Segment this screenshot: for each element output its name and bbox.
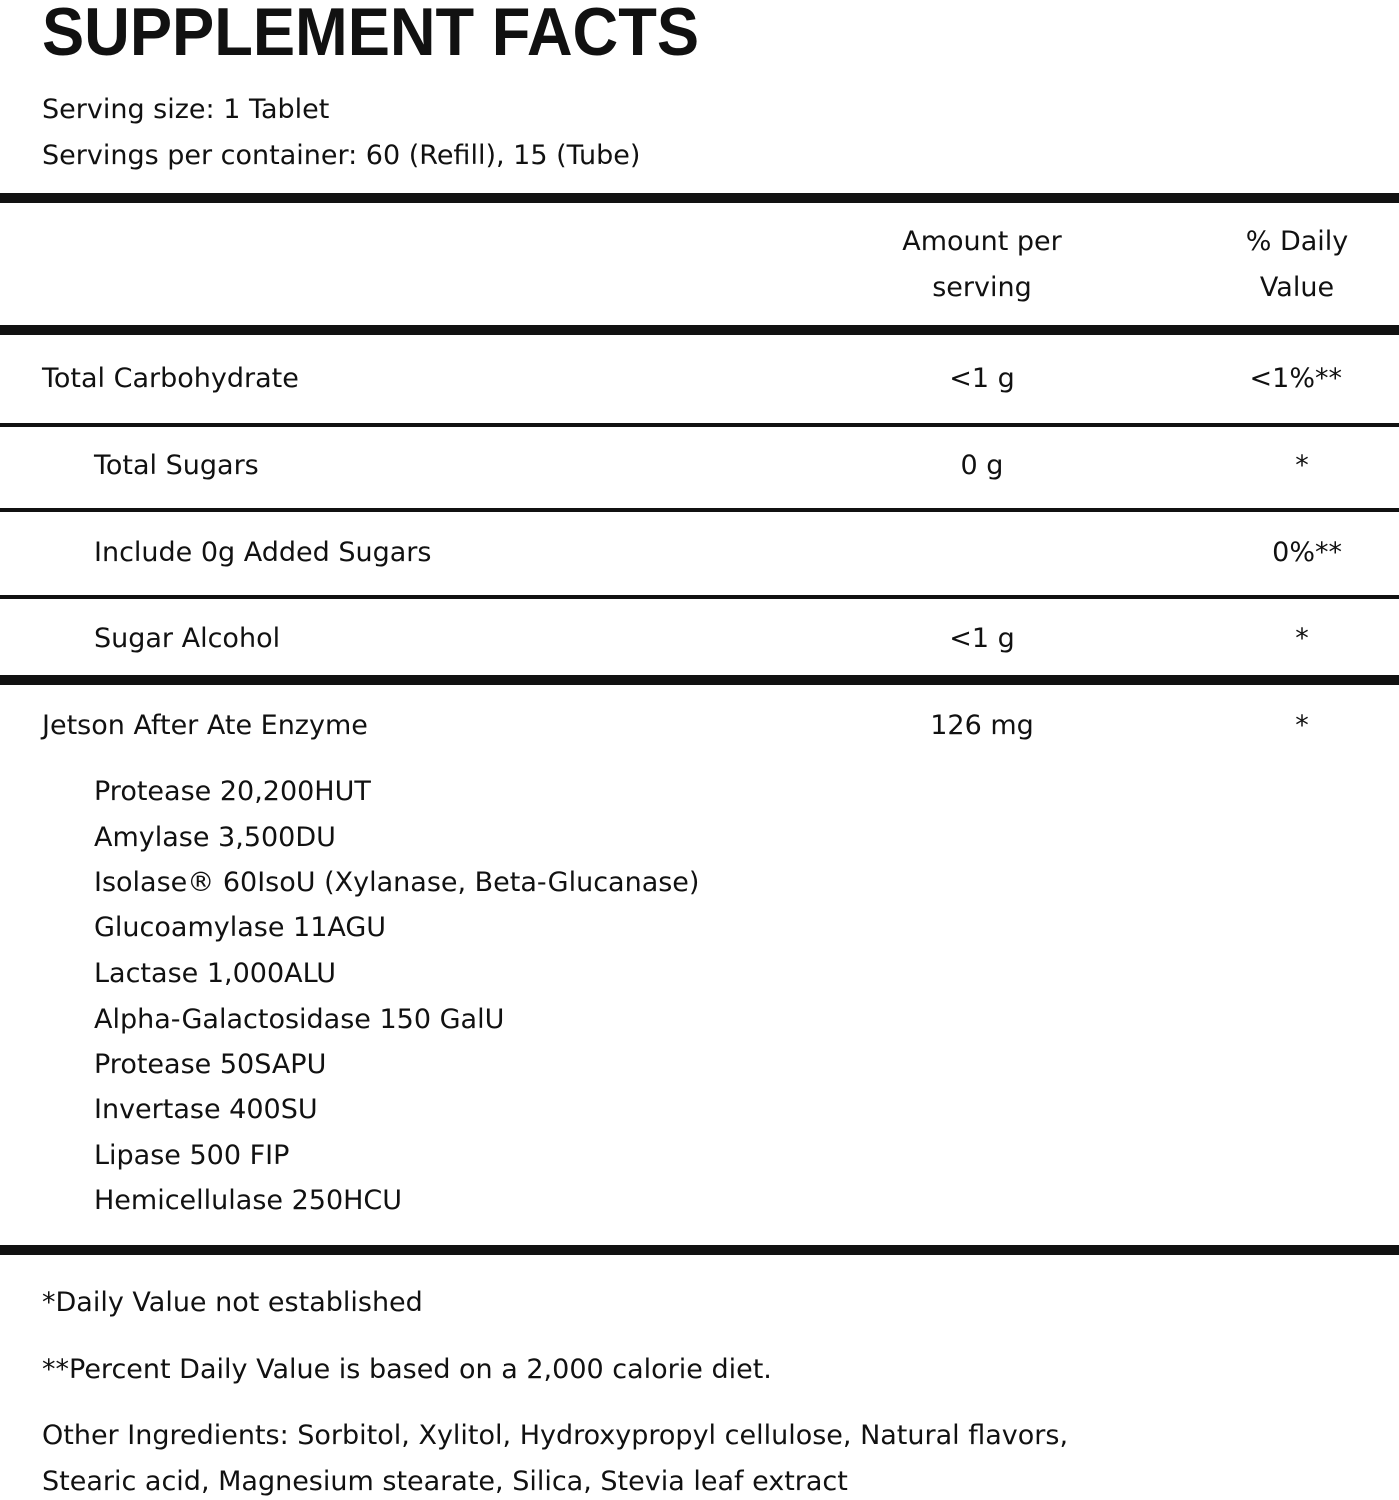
nutrient-name: Total Carbohydrate xyxy=(42,363,299,394)
other-ingredients-line1: Other Ingredients: Sorbitol, Xylitol, Hydroxypropyl cellulose, Natural flavors, xyxy=(42,1420,1069,1451)
blend-daily-value: * xyxy=(1295,710,1309,741)
amount-header-line2: serving xyxy=(932,272,1032,303)
nutrient-name: Include 0g Added Sugars xyxy=(94,537,432,568)
row-divider xyxy=(0,595,1399,599)
dv-header-line2: Value xyxy=(1259,272,1335,303)
row-divider xyxy=(0,423,1399,427)
blend-ingredient: Lipase 500 FIP xyxy=(94,1140,290,1171)
blend-name: Jetson After Ate Enzyme xyxy=(42,710,368,741)
nutrient-name: Total Sugars xyxy=(94,450,259,481)
nutrient-daily-value: <1%** xyxy=(1249,363,1342,394)
header-bottom-rule xyxy=(0,325,1399,335)
servings-per-container: Servings per container: 60 (Refill), 15 (Tube) xyxy=(42,140,641,171)
nutrient-amount: 0 g xyxy=(960,450,1004,481)
nutrient-daily-value: 0%** xyxy=(1272,537,1342,568)
blend-ingredient: Glucoamylase 11AGU xyxy=(94,912,387,943)
blend-ingredient: Lactase 1,000ALU xyxy=(94,958,337,989)
blend-ingredient: Isolase® 60IsoU (Xylanase, Beta-Glucanase) xyxy=(94,867,700,898)
blend-ingredient: Amylase 3,500DU xyxy=(94,822,336,853)
footer-top-rule xyxy=(0,1245,1399,1255)
blend-ingredient: Invertase 400SU xyxy=(94,1094,318,1125)
nutrient-amount: <1 g xyxy=(949,363,1015,394)
blend-ingredient: Protease 50SAPU xyxy=(94,1049,327,1080)
blend-top-rule xyxy=(0,675,1399,685)
dv-header-line1: % Daily xyxy=(1245,226,1349,257)
blend-ingredient: Hemicellulase 250HCU xyxy=(94,1185,403,1216)
nutrient-amount: <1 g xyxy=(949,623,1015,654)
header-top-rule xyxy=(0,193,1399,203)
amount-header-line1: Amount per xyxy=(902,226,1062,257)
nutrient-daily-value: * xyxy=(1295,623,1309,654)
nutrient-name: Sugar Alcohol xyxy=(94,623,281,654)
footnote-percent-dv: **Percent Daily Value is based on a 2,000 calorie diet. xyxy=(42,1354,772,1385)
panel-title: SUPPLEMENT FACTS xyxy=(42,0,700,70)
row-divider xyxy=(0,508,1399,512)
blend-ingredient: Alpha-Galactosidase 150 GalU xyxy=(94,1004,505,1035)
footnote-dv-not-established: *Daily Value not established xyxy=(42,1287,423,1318)
other-ingredients-line2: Stearic acid, Magnesium stearate, Silica, Stevia leaf extract xyxy=(42,1466,848,1497)
blend-ingredient: Protease 20,200HUT xyxy=(94,776,371,807)
nutrient-daily-value: * xyxy=(1295,450,1309,481)
blend-amount: 126 mg xyxy=(930,710,1034,741)
serving-size: Serving size: 1 Tablet xyxy=(42,94,330,125)
